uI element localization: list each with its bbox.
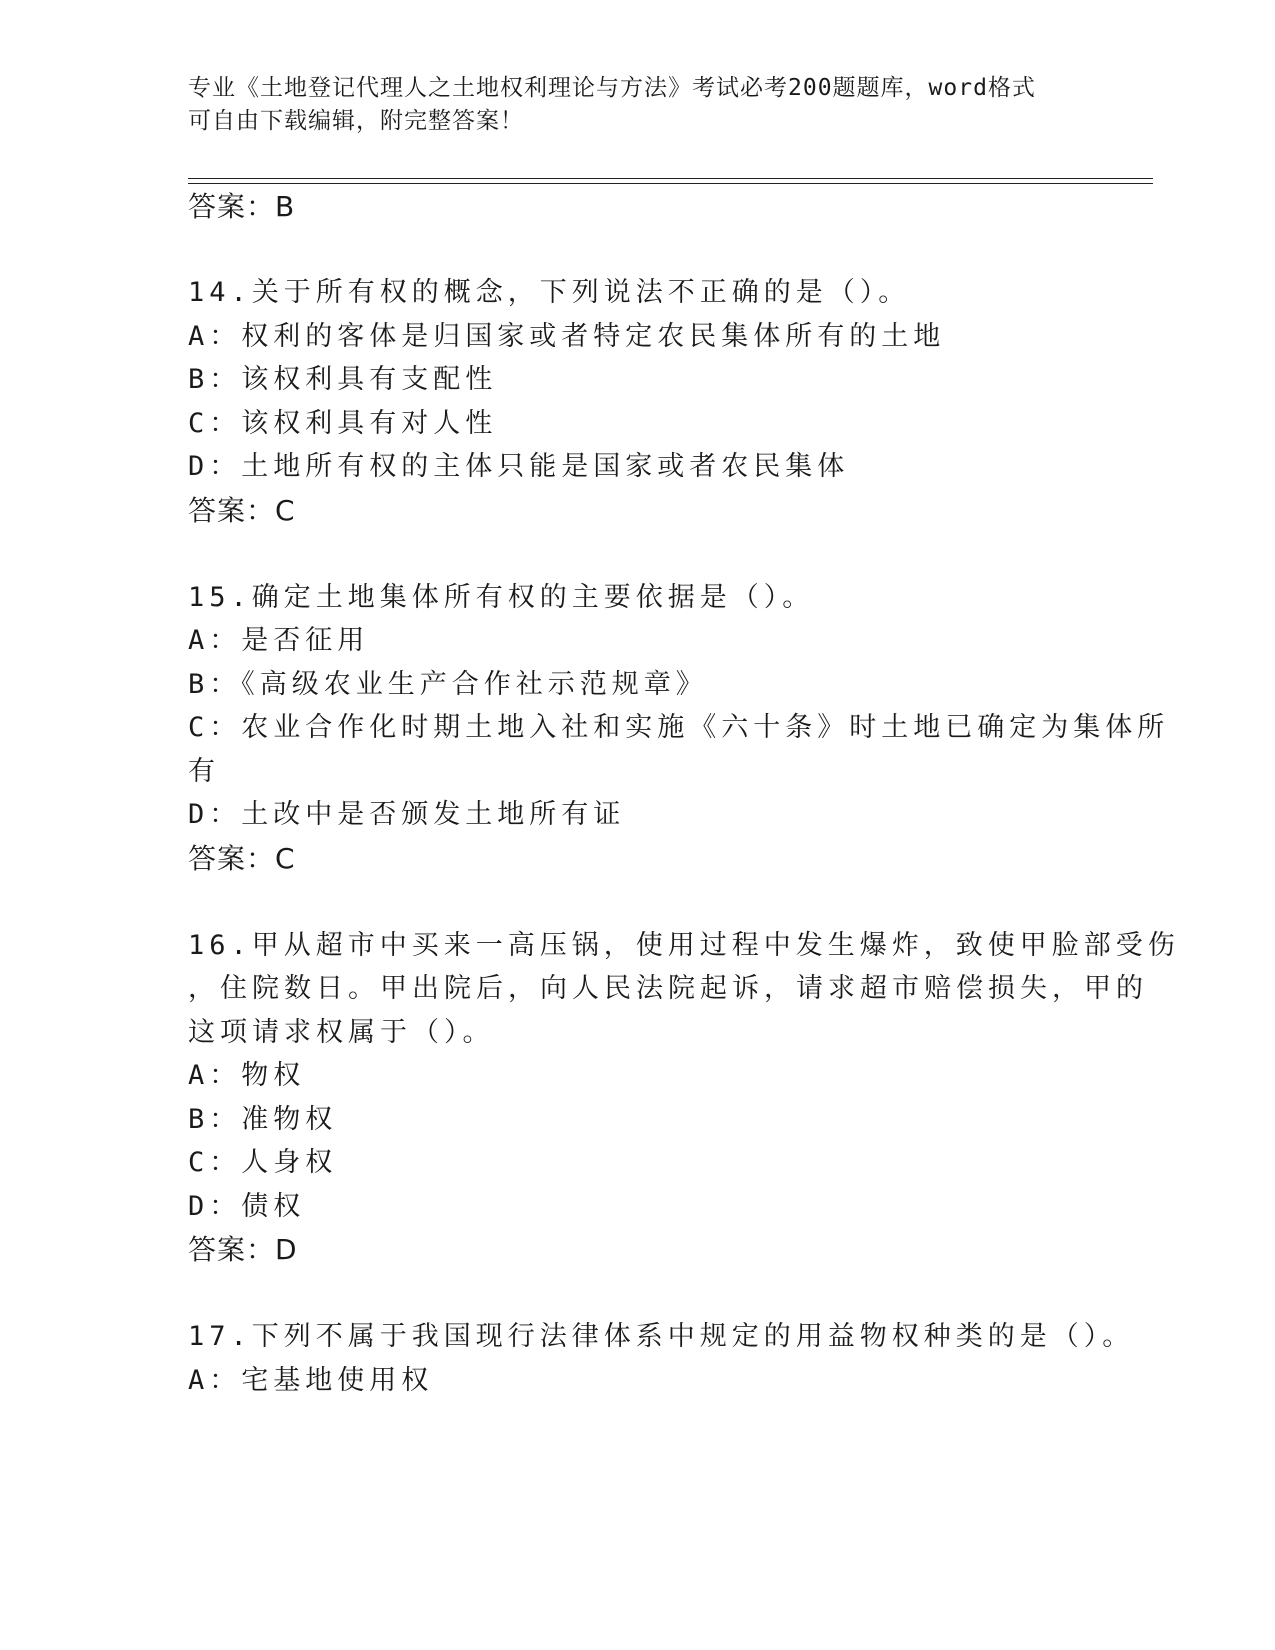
question-16-text-1: 16.甲从超市中买来一高压锅，使用过程中发生爆炸，致使甲脸部受伤 <box>188 930 1180 961</box>
question-14-answer: 答案：C <box>188 494 296 527</box>
question-16-option-d: D：债权 <box>188 1191 306 1222</box>
question-15-option-c: C：农业合作化时期土地入社和实施《六十条》时土地已确定为集体所 <box>188 712 1170 743</box>
question-15-option-c-cont: 有 <box>188 756 220 787</box>
question-16-option-b: B：准物权 <box>188 1104 338 1135</box>
question-14-option-d: D：土地所有权的主体只能是国家或者农民集体 <box>188 451 850 482</box>
question-15-option-d: D：土改中是否颁发土地所有证 <box>188 799 626 830</box>
question-14-option-a: A：权利的客体是归国家或者特定农民集体所有的土地 <box>188 321 946 352</box>
question-16-text-2: ，住院数日。甲出院后，向人民法院起诉，请求超市赔偿损失，甲的 <box>188 973 1148 1004</box>
header-divider-top <box>188 178 1153 179</box>
question-14-text: 14.关于所有权的概念，下列说法不正确的是（）。 <box>188 277 911 308</box>
answer-line: 答案：B <box>188 190 296 223</box>
question-17-option-a: A：宅基地使用权 <box>188 1365 434 1396</box>
question-15-answer: 答案：C <box>188 842 296 875</box>
question-14-option-c: C：该权利具有对人性 <box>188 408 498 439</box>
header-divider-bottom <box>188 183 1153 184</box>
header-line-2: 可自由下载编辑，附完整答案！ <box>188 108 524 134</box>
question-15-text: 15.确定土地集体所有权的主要依据是（）。 <box>188 582 815 613</box>
question-16-text-3: 这项请求权属于（）。 <box>188 1017 495 1048</box>
question-14-option-b: B：该权利具有支配性 <box>188 364 498 395</box>
question-16-option-a: A：物权 <box>188 1060 306 1091</box>
question-16-option-c: C：人身权 <box>188 1147 338 1178</box>
document-header <box>188 72 1088 138</box>
header-line-1: 专业《土地登记代理人之土地权利理论与方法》考试必考200题题库，word格式 <box>188 75 1036 101</box>
question-17-text: 17.下列不属于我国现行法律体系中规定的用益物权种类的是（）。 <box>188 1321 1135 1352</box>
question-16-answer: 答案：D <box>188 1233 298 1266</box>
question-15-option-a: A：是否征用 <box>188 625 370 656</box>
question-15-option-b: B：《高级农业生产合作社示范规章》 <box>188 669 708 700</box>
